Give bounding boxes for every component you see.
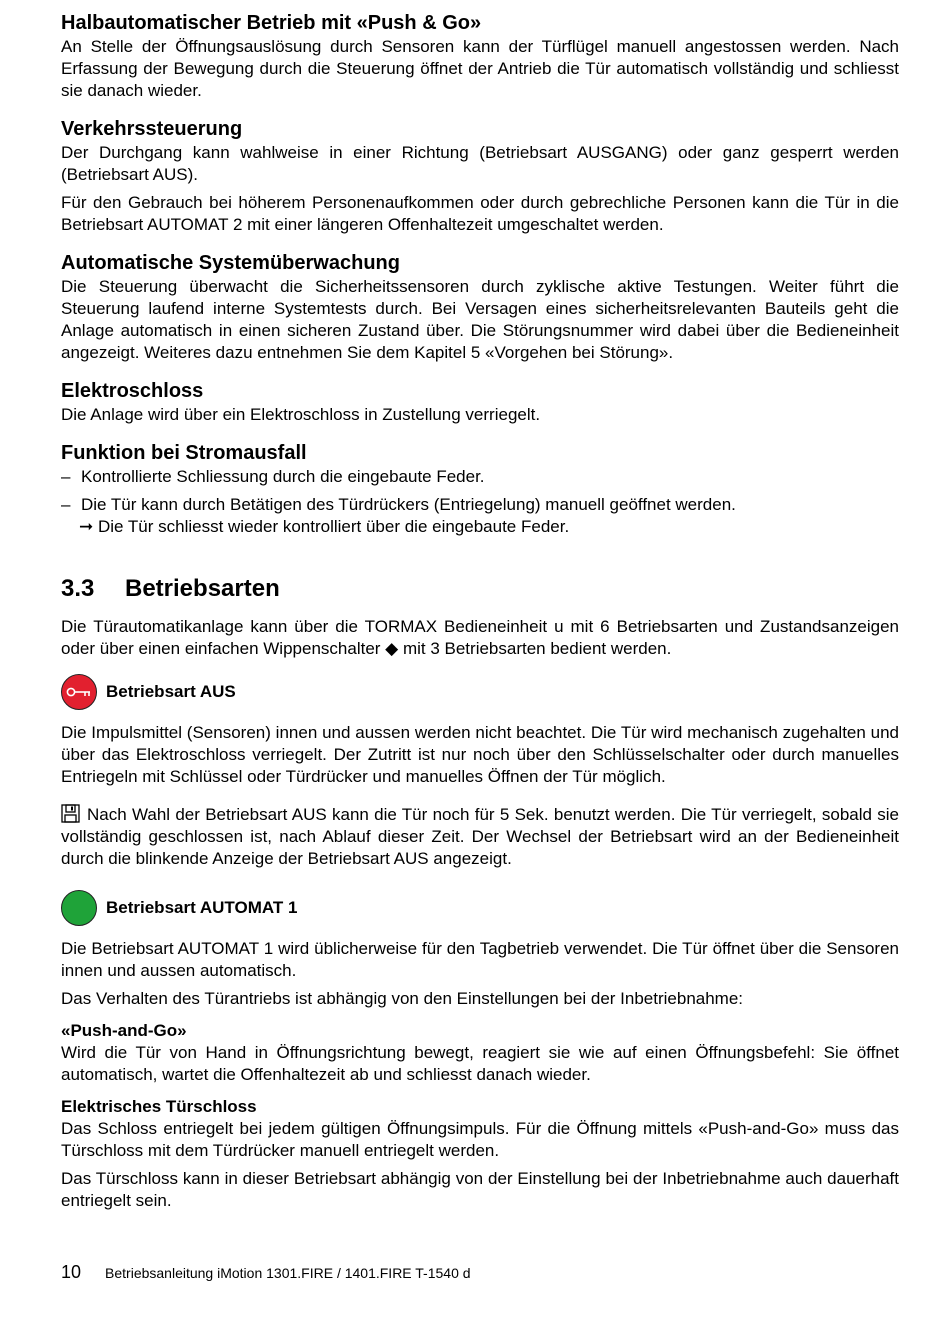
paragraph: Die Anlage wird über ein Elektroschloss in Zustellung verriegelt. <box>61 405 541 424</box>
dash-bullet: – <box>61 495 71 514</box>
paragraph: Wird die Tür von Hand in Öffnungsrichtung bewegt, reagiert sie wie auf einen Öffnungsbefehl: Sie öffnet automatisch, wartet die Offenhaltezeit ab und schliesst danach wieder. <box>61 1043 899 1084</box>
mode-automat1-text: Das Verhalten des Türantriebs ist abhängig von den Einstellungen bei der Inbetriebnahme: <box>61 989 744 1008</box>
arrow-note: ➞ Die Tür schliesst wieder kontrolliert über die eingebaute Feder. <box>79 517 570 536</box>
page-number: 10 <box>61 1262 82 1282</box>
chapter-intro: Die Türautomatikanlage kann über die TORMAX Bedieneinheit u mit 6 Betriebsarten und Zustandsanzeigen oder über einen einfachen Wippenschalter ◆ mit 3 Betriebsarten bedient werden. <box>61 617 899 658</box>
paragraph: Für den Gebrauch bei höherem Personenaufkommen oder durch gebrechliche Personen kann die Tür in die Betriebsart AUTOMAT 2 mit einer längeren Offenhaltezeit umgeschaltet werden. <box>61 193 899 234</box>
section-push-go <box>61 10 899 102</box>
footer-text: Betriebsanleitung iMotion 1301.FIRE / 1401.FIRE T-1540 d <box>105 1265 471 1281</box>
green-circle-icon <box>61 890 97 926</box>
list-item-text: Die Tür kann durch Betätigen des Türdrückers (Entriegelung) manuell geöffnet werden. <box>81 495 736 514</box>
mode-aus-note <box>61 804 899 870</box>
document-page <box>61 10 899 1212</box>
list-item <box>61 466 899 488</box>
section-electric-lock <box>61 378 899 426</box>
paragraph: An Stelle der Öffnungsauslösung durch Sensoren kann der Türflügel manuell angestossen werden. Nach Erfassung der Bewegung durch die Steuerung öffnet der Antrieb die Tür automatisch vollständig und schliesst sie danach wieder. <box>61 37 899 100</box>
chapter-title: Betriebsarten <box>125 575 280 602</box>
section-title: Elektroschloss <box>61 380 204 402</box>
paragraph: Der Durchgang kann wahlweise in einer Richtung (Betriebsart AUSGANG) oder ganz gesperrt werden (Betriebsart AUS). <box>61 143 899 184</box>
mode-automat1-text: Die Betriebsart AUTOMAT 1 wird üblicherweise für den Tagbetrieb verwendet. Die Tür öffnet über die Sensoren innen und aussen automatisch. <box>61 939 899 980</box>
chapter-number: 3.3 <box>61 575 95 602</box>
paragraph: Das Schloss entriegelt bei jedem gültigen Öffnungsimpuls. Für die Öffnung mittels «Push-and-Go» muss das Türschloss mit dem Türdrücker manuell entriegelt werden. <box>61 1119 899 1160</box>
paragraph: Die Steuerung überwacht die Sicherheitssensoren durch zyklische aktive Testungen. Weiter führt die Steuerung laufend interne Systemtests durch. Bei Versagen eines sicherheitsrelevanten Bauteils geht die Anlage automatisch in einen sicheren Zustand über. Die Störungsnummer wird dabei über die Bedieneinheit angezeigt. Weiteres dazu entnehmen Sie dem Kapitel 5 «Vorgehen bei Störung». <box>61 277 899 362</box>
mode-title: Betriebsart AUTOMAT 1 <box>106 898 298 917</box>
mode-automat1-header <box>61 890 899 926</box>
list-item <box>61 494 899 516</box>
dash-bullet: – <box>61 467 71 486</box>
subheading: «Push-and-Go» <box>61 1021 187 1040</box>
mode-aus-text: Die Impulsmittel (Sensoren) innen und aussen werden nicht beachtet. Die Tür wird mechanisch zugehalten und über das Elektroschloss verriegelt. Der Zutritt ist nur noch über den Schlüsselschalter oder durch manuelles Entriegeln mit Schlüssel oder Türdrücker und manuelles Öffnen der Tür möglich. <box>61 723 899 786</box>
floppy-disk-icon <box>61 804 80 823</box>
section-traffic-control <box>61 116 899 236</box>
chapter-heading <box>61 574 899 604</box>
section-power-failure <box>61 440 899 538</box>
section-title: Automatische Systemüberwachung <box>61 252 400 274</box>
page-footer <box>61 1262 471 1283</box>
list-item-text: Kontrollierte Schliessung durch die eingebaute Feder. <box>81 467 485 486</box>
section-title: Funktion bei Stromausfall <box>61 442 307 464</box>
mode-aus-header <box>61 674 899 710</box>
key-icon <box>61 674 97 710</box>
section-title: Verkehrssteuerung <box>61 118 243 140</box>
subheading: Elektrisches Türschloss <box>61 1097 257 1116</box>
section-title: Halbautomatischer Betrieb mit «Push & Go» <box>61 12 482 34</box>
mode-title: Betriebsart AUS <box>106 682 236 701</box>
paragraph: Das Türschloss kann in dieser Betriebsart abhängig von der Einstellung bei der Inbetriebnahme auch dauerhaft entriegelt sein. <box>61 1169 899 1210</box>
note-text: Nach Wahl der Betriebsart AUS kann die Tür noch für 5 Sek. benutzt werden. Die Tür verriegelt, sobald sie vollständig geschlossen ist, nach Ablauf dieser Zeit. Der Wechsel der Betriebsart wird an der Bedieneinheit durch die blinkende Anzeige der Betriebsart AUS angezeigt. <box>61 805 899 868</box>
section-system-monitoring <box>61 250 899 364</box>
